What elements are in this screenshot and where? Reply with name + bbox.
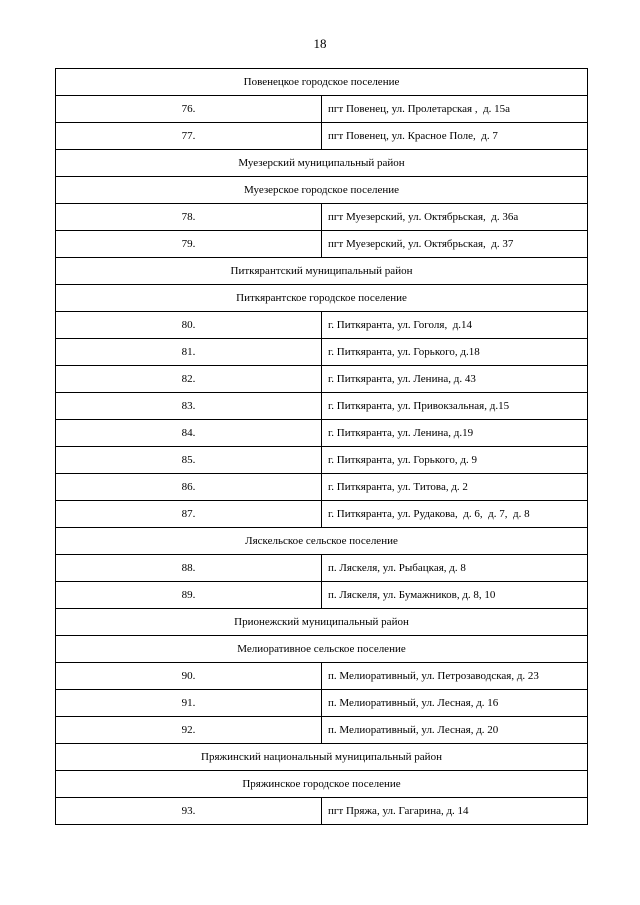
address-cell: п. Мелиоративный, ул. Лесная, д. 20 — [322, 717, 588, 744]
address-cell: п. Ляскеля, ул. Рыбацкая, д. 8 — [322, 555, 588, 582]
address-cell: г. Питкяранта, ул. Гоголя, д.14 — [322, 312, 588, 339]
section-heading: Прионежский муниципальный район — [56, 609, 588, 636]
row-number: 82. — [56, 366, 322, 393]
row-number: 80. — [56, 312, 322, 339]
row-number: 84. — [56, 420, 322, 447]
row-number: 91. — [56, 690, 322, 717]
address-cell: г. Питкяранта, ул. Горького, д.18 — [322, 339, 588, 366]
address-cell: г. Питкяранта, ул. Рудакова, д. 6, д. 7, д. 8 — [322, 501, 588, 528]
row-number: 88. — [56, 555, 322, 582]
table-row — [56, 366, 588, 393]
section-row — [56, 69, 588, 96]
page-number: 18 — [313, 36, 327, 51]
section-heading: Ляскельское сельское поселение — [56, 528, 588, 555]
row-number: 90. — [56, 663, 322, 690]
address-cell: пгт Повенец, ул. Красное Поле, д. 7 — [322, 123, 588, 150]
row-number: 83. — [56, 393, 322, 420]
table-row — [56, 312, 588, 339]
section-row — [56, 771, 588, 798]
table-row — [56, 204, 588, 231]
section-heading: Мелиоративное сельское поселение — [56, 636, 588, 663]
section-heading: Муезерское городское поселение — [56, 177, 588, 204]
row-number: 87. — [56, 501, 322, 528]
table-row — [56, 717, 588, 744]
table-row — [56, 501, 588, 528]
row-number: 77. — [56, 123, 322, 150]
table-row — [56, 798, 588, 825]
table-row — [56, 420, 588, 447]
table-row — [56, 339, 588, 366]
section-row — [56, 150, 588, 177]
table-row — [56, 690, 588, 717]
address-cell: пгт Муезерский, ул. Октябрьская, д. 36а — [322, 204, 588, 231]
row-number: 79. — [56, 231, 322, 258]
table-row — [56, 96, 588, 123]
row-number: 93. — [56, 798, 322, 825]
section-row — [56, 285, 588, 312]
section-heading: Питкярантский муниципальный район — [56, 258, 588, 285]
row-number: 78. — [56, 204, 322, 231]
address-cell: г. Питкяранта, ул. Ленина, д. 43 — [322, 366, 588, 393]
row-number: 92. — [56, 717, 322, 744]
table-row — [56, 555, 588, 582]
section-heading: Пряжинское городское поселение — [56, 771, 588, 798]
table-row — [56, 663, 588, 690]
address-cell: п. Мелиоративный, ул. Лесная, д. 16 — [322, 690, 588, 717]
section-heading: Муезерский муниципальный район — [56, 150, 588, 177]
table-row — [56, 447, 588, 474]
address-cell: г. Питкяранта, ул. Привокзальная, д.15 — [322, 393, 588, 420]
address-table-body — [56, 69, 588, 825]
address-cell: г. Питкяранта, ул. Горького, д. 9 — [322, 447, 588, 474]
section-row — [56, 177, 588, 204]
section-heading: Повенецкое городское поселение — [56, 69, 588, 96]
section-row — [56, 528, 588, 555]
address-cell: г. Питкяранта, ул. Титова, д. 2 — [322, 474, 588, 501]
address-cell: пгт Пряжа, ул. Гагарина, д. 14 — [322, 798, 588, 825]
address-cell: пгт Муезерский, ул. Октябрьская, д. 37 — [322, 231, 588, 258]
row-number: 76. — [56, 96, 322, 123]
section-row — [56, 744, 588, 771]
row-number: 85. — [56, 447, 322, 474]
section-row — [56, 636, 588, 663]
address-cell: пгт Повенец, ул. Пролетарская , д. 15а — [322, 96, 588, 123]
table-row — [56, 474, 588, 501]
section-heading: Питкярантское городское поселение — [56, 285, 588, 312]
row-number: 81. — [56, 339, 322, 366]
address-cell: п. Ляскеля, ул. Бумажников, д. 8, 10 — [322, 582, 588, 609]
section-heading: Пряжинский национальный муниципальный район — [56, 744, 588, 771]
section-row — [56, 609, 588, 636]
table-row — [56, 393, 588, 420]
address-table — [55, 68, 588, 825]
row-number: 89. — [56, 582, 322, 609]
address-cell: п. Мелиоративный, ул. Петрозаводская, д. 23 — [322, 663, 588, 690]
row-number: 86. — [56, 474, 322, 501]
table-row — [56, 231, 588, 258]
section-row — [56, 258, 588, 285]
table-row — [56, 582, 588, 609]
table-row — [56, 123, 588, 150]
address-cell: г. Питкяранта, ул. Ленина, д.19 — [322, 420, 588, 447]
